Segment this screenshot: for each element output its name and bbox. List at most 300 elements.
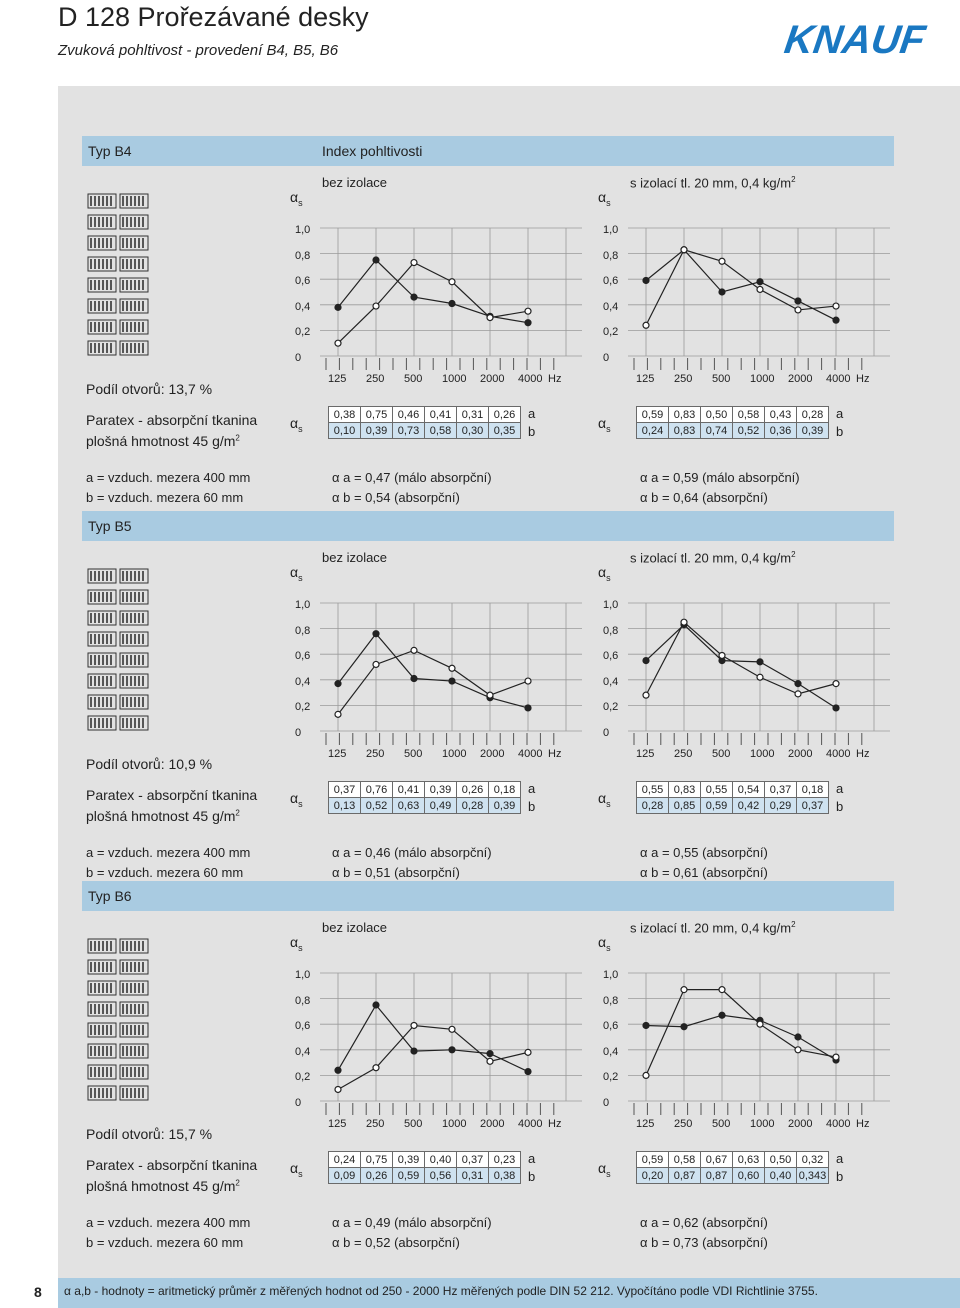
panel-title: [322, 550, 387, 565]
table-cell-a: 0,41: [425, 407, 457, 423]
summary-a: α a = 0,62 (absorpční): [640, 1215, 768, 1230]
data-point-a: [681, 1024, 687, 1030]
data-point-b: [681, 619, 687, 625]
table-cell-a: 0,59: [637, 407, 669, 423]
table-row-b: [637, 1168, 829, 1184]
x-tick-label: 250: [366, 373, 385, 385]
y-tick-label: 0,2: [295, 1071, 311, 1083]
perforation-block: [120, 257, 148, 271]
table-cell-a: 0,24: [329, 1152, 361, 1168]
perforation-block: [120, 341, 148, 355]
alpha-subscript: s: [298, 798, 303, 809]
perforation-block: [88, 257, 116, 271]
data-point-b: [373, 303, 379, 309]
x-tick-label: 125: [328, 373, 347, 385]
x-tick-label: 500: [712, 748, 731, 760]
perforation-block: [88, 653, 116, 667]
perforation-block: [88, 1086, 116, 1100]
x-tick-label: 2000: [788, 373, 813, 385]
x-tick-label: 500: [712, 1118, 731, 1130]
alpha-symbol: α: [598, 790, 607, 806]
document-title: D 128 Prořezávané desky: [58, 2, 369, 32]
data-point-b: [795, 691, 801, 697]
perforation-block: [120, 194, 148, 208]
alpha-s-label: [290, 189, 303, 208]
alpha-symbol: α: [290, 564, 299, 580]
table-cell-a: 0,59: [637, 1152, 669, 1168]
table-cell-a: 0,83: [669, 407, 701, 423]
perforation-block: [120, 981, 148, 995]
alpha-subscript: s: [298, 572, 303, 583]
alpha-symbol: α: [598, 415, 607, 431]
table-cell-a: 0,46: [393, 407, 425, 423]
table-row-label-b: b: [528, 424, 536, 439]
y-tick-label: 0,2: [603, 1071, 619, 1083]
alpha-s-label: [598, 934, 611, 953]
fabric-description: Paratex - absorpční tkanina: [86, 787, 258, 803]
x-tick-label: 1000: [442, 373, 467, 385]
perforation-block: [88, 341, 116, 355]
data-point-b: [487, 315, 493, 321]
data-point-a: [373, 1002, 379, 1008]
perforation-block: [120, 590, 148, 604]
table-alpha-label: [598, 415, 611, 434]
absorption-value-table: [636, 406, 829, 439]
absorption-value-table: [636, 1151, 829, 1184]
table-cell-a: 0,83: [669, 782, 701, 798]
table-cell-a: 0,26: [489, 407, 521, 423]
table-alpha-label: [598, 790, 611, 809]
perforation-block: [120, 1086, 148, 1100]
table-cell-b: 0,38: [489, 1168, 521, 1184]
y-tick-label: 0,8: [603, 624, 619, 637]
table-cell-b: 0,39: [797, 423, 829, 439]
x-tick-label: 250: [366, 1118, 385, 1130]
table-cell-a: 0,39: [393, 1152, 425, 1168]
hz-unit-label: Hz: [856, 1118, 870, 1130]
table-row-label-a: a: [836, 1151, 844, 1166]
perforation-block: [120, 960, 148, 974]
data-point-a: [719, 1012, 725, 1018]
data-point-b: [487, 692, 493, 698]
data-point-a: [373, 631, 379, 637]
data-point-a: [449, 1047, 455, 1053]
legend-a: a = vzduch. mezera 400 mm: [86, 470, 251, 485]
table-cell-b: 0,10: [329, 423, 361, 439]
data-point-b: [757, 1021, 763, 1027]
x-tick-label: 500: [404, 1118, 423, 1130]
x-tick-label: 250: [674, 373, 693, 385]
perforation-block: [88, 611, 116, 625]
data-point-a: [643, 277, 649, 283]
data-point-a: [833, 705, 839, 711]
panel-title-text: s izolací tl. 20 mm, 0,4 kg/m: [630, 550, 792, 566]
x-tick-label: 4000: [518, 748, 543, 760]
y-tick-label: 0,8: [603, 994, 619, 1007]
fabric-weight: [86, 1178, 240, 1194]
data-point-b: [719, 987, 725, 993]
y-tick-label: 1,0: [295, 969, 311, 981]
perforation-block: [120, 716, 148, 730]
hz-unit-label: Hz: [856, 748, 870, 760]
panel-perforation-illustration: [88, 194, 150, 364]
alpha-subscript: s: [606, 942, 611, 953]
series-line-b: [338, 650, 528, 714]
table-cell-a: 0,37: [329, 782, 361, 798]
perforation-block: [88, 960, 116, 974]
table-cell-a: 0,55: [701, 782, 733, 798]
x-tick-label: 500: [404, 748, 423, 760]
table-row-label-b: b: [836, 799, 844, 814]
y-tick-label: 0: [295, 726, 302, 739]
absorption-chart: [320, 591, 582, 751]
x-tick-label: 1000: [442, 748, 467, 760]
y-tick-label: 0,8: [603, 249, 619, 262]
data-point-a: [719, 289, 725, 295]
summary-b: α b = 0,51 (absorpční): [332, 865, 460, 880]
summary-b: α b = 0,54 (absorpční): [332, 490, 460, 505]
alpha-subscript: s: [606, 197, 611, 208]
table-row-b: [637, 423, 829, 439]
table-row-a: [637, 1152, 829, 1168]
table-cell-b: 0,39: [489, 798, 521, 814]
x-tick-label: 1000: [750, 748, 775, 760]
perforation-block: [88, 278, 116, 292]
data-point-b: [335, 1086, 341, 1092]
data-point-a: [335, 681, 341, 687]
type-bar: [82, 136, 894, 166]
alpha-symbol: α: [598, 564, 607, 580]
x-tick-label: 1000: [750, 1118, 775, 1130]
page-number: 8: [34, 1284, 42, 1300]
table-cell-b: 0,87: [701, 1168, 733, 1184]
summary-a: α a = 0,47 (málo absorpční): [332, 470, 492, 485]
table-cell-b: 0,24: [637, 423, 669, 439]
type-bar: [82, 881, 894, 911]
x-tick-label: 2000: [480, 748, 505, 760]
summary-a: α a = 0,46 (málo absorpční): [332, 845, 492, 860]
data-point-a: [525, 1069, 531, 1075]
alpha-subscript: s: [298, 197, 303, 208]
y-tick-label: 1,0: [295, 599, 311, 611]
summary-a: α a = 0,49 (málo absorpční): [332, 1215, 492, 1230]
x-tick-label: 125: [636, 748, 655, 760]
summary-a: α a = 0,55 (absorpční): [640, 845, 768, 860]
perforation-block: [88, 939, 116, 953]
table-cell-b: 0,56: [425, 1168, 457, 1184]
table-row-label-a: a: [528, 1151, 536, 1166]
series-line-a: [646, 250, 836, 320]
alpha-s-label: [290, 934, 303, 953]
fabric-weight-text: plošná hmotnost 45 g/m: [86, 433, 236, 449]
data-point-a: [335, 1067, 341, 1073]
perforation-block: [88, 236, 116, 250]
y-tick-label: 0: [295, 1096, 302, 1109]
summary-b: α b = 0,64 (absorpční): [640, 490, 768, 505]
y-tick-label: 0,2: [295, 701, 311, 713]
open-area-share: Podíl otvorů: 10,9 %: [86, 756, 213, 772]
table-cell-a: 0,23: [489, 1152, 521, 1168]
data-point-b: [449, 1026, 455, 1032]
alpha-symbol: α: [290, 934, 299, 950]
alpha-s-label: [598, 189, 611, 208]
hz-unit-label: Hz: [548, 748, 562, 760]
table-cell-a: 0,28: [797, 407, 829, 423]
alpha-subscript: s: [298, 942, 303, 953]
table-cell-a: 0,32: [797, 1152, 829, 1168]
x-tick-label: 2000: [788, 1118, 813, 1130]
perforation-block: [88, 1065, 116, 1079]
perforation-block: [88, 632, 116, 646]
y-tick-label: 1,0: [603, 599, 619, 611]
table-cell-a: 0,58: [669, 1152, 701, 1168]
table-cell-a: 0,50: [701, 407, 733, 423]
alpha-subscript: s: [298, 423, 303, 434]
x-tick-label: 4000: [518, 373, 543, 385]
perforation-block: [88, 674, 116, 688]
alpha-symbol: α: [290, 1160, 299, 1176]
table-row-a: [637, 782, 829, 798]
data-point-b: [643, 692, 649, 698]
data-point-a: [373, 257, 379, 263]
data-point-b: [411, 647, 417, 653]
table-row-a: [637, 407, 829, 423]
y-tick-label: 0,2: [603, 326, 619, 338]
table-cell-b: 0,09: [329, 1168, 361, 1184]
alpha-subscript: s: [606, 798, 611, 809]
table-cell-a: 0,37: [765, 782, 797, 798]
alpha-symbol: α: [598, 934, 607, 950]
panel-title-text: s izolací tl. 20 mm, 0,4 kg/m: [630, 920, 792, 936]
legend-b: b = vzduch. mezera 60 mm: [86, 865, 244, 880]
data-point-b: [833, 681, 839, 687]
absorption-value-table: [328, 1151, 521, 1184]
table-row-b: [637, 798, 829, 814]
data-point-b: [795, 1047, 801, 1053]
perforation-block: [120, 1044, 148, 1058]
y-tick-label: 0: [603, 726, 610, 739]
y-tick-label: 0,4: [295, 675, 311, 688]
logo-text: KNAUF: [781, 17, 928, 62]
panel-title: [630, 920, 796, 935]
data-point-a: [795, 1034, 801, 1040]
table-cell-a: 0,38: [329, 407, 361, 423]
summary-b: α b = 0,73 (absorpční): [640, 1235, 768, 1250]
table-row-label-a: a: [836, 781, 844, 796]
alpha-subscript: s: [606, 423, 611, 434]
data-point-a: [449, 678, 455, 684]
alpha-subscript: s: [606, 572, 611, 583]
y-tick-label: 0,4: [603, 300, 619, 313]
table-row-b: [329, 798, 521, 814]
table-cell-b: 0,35: [489, 423, 521, 439]
absorption-value-table: [636, 781, 829, 814]
footnote: α a,b - hodnoty = aritmetický průměr z měřených hodnot od 250 - 2000 Hz měřených podle DIN 52 212. Vypočítáno podle VDI Richtlinie 3755.: [64, 1284, 818, 1298]
panel-title-text: bez izolace: [322, 175, 388, 190]
data-point-a: [411, 294, 417, 300]
legend-b: b = vzduch. mezera 60 mm: [86, 1235, 244, 1250]
fabric-weight-text: plošná hmotnost 45 g/m: [86, 808, 236, 824]
table-row-b: [329, 423, 521, 439]
x-tick-label: 500: [712, 373, 731, 385]
type-label: Typ B5: [88, 518, 132, 534]
data-point-b: [719, 652, 725, 658]
table-cell-b: 0,36: [765, 423, 797, 439]
table-cell-b: 0,30: [457, 423, 489, 439]
table-cell-b: 0,28: [637, 798, 669, 814]
table-cell-a: 0,26: [457, 782, 489, 798]
data-point-b: [525, 308, 531, 314]
data-point-b: [335, 340, 341, 346]
absorption-chart: [628, 961, 890, 1121]
table-cell-a: 0,31: [457, 407, 489, 423]
table-cell-b: 0,59: [393, 1168, 425, 1184]
table-cell-a: 0,67: [701, 1152, 733, 1168]
panel-title-text: bez izolace: [322, 920, 388, 935]
absorption-value-table: [328, 406, 521, 439]
table-cell-a: 0,75: [361, 1152, 393, 1168]
x-tick-label: 1000: [750, 373, 775, 385]
data-point-b: [411, 260, 417, 266]
table-cell-b: 0,49: [425, 798, 457, 814]
panel-title-sup: 2: [791, 175, 796, 184]
data-point-b: [487, 1058, 493, 1064]
data-point-a: [525, 705, 531, 711]
table-cell-a: 0,40: [425, 1152, 457, 1168]
x-tick-label: 4000: [518, 1118, 543, 1130]
type-label: Typ B6: [88, 888, 132, 904]
perforation-block: [88, 981, 116, 995]
data-point-b: [411, 1022, 417, 1028]
table-cell-b: 0,60: [733, 1168, 765, 1184]
legend-a: a = vzduch. mezera 400 mm: [86, 1215, 251, 1230]
table-cell-b: 0,37: [797, 798, 829, 814]
table-cell-a: 0,39: [425, 782, 457, 798]
y-tick-label: 0,8: [295, 249, 311, 262]
alpha-symbol: α: [598, 1160, 607, 1176]
x-tick-label: 4000: [826, 1118, 851, 1130]
table-row-label-a: a: [836, 406, 844, 421]
y-tick-label: 0,4: [603, 675, 619, 688]
perforation-block: [88, 194, 116, 208]
data-point-a: [757, 279, 763, 285]
fabric-weight-sup: 2: [235, 808, 240, 818]
y-tick-label: 0: [603, 1096, 610, 1109]
table-cell-b: 0,52: [733, 423, 765, 439]
table-cell-b: 0,73: [393, 423, 425, 439]
x-tick-label: 500: [404, 373, 423, 385]
data-point-b: [833, 303, 839, 309]
perforation-block: [120, 320, 148, 334]
data-point-b: [643, 322, 649, 328]
series-line-b: [338, 263, 528, 344]
perforation-block: [120, 674, 148, 688]
data-point-a: [411, 1048, 417, 1054]
data-point-b: [643, 1072, 649, 1078]
table-alpha-label: [290, 415, 303, 434]
table-cell-b: 0,74: [701, 423, 733, 439]
panel-perforation-illustration: [88, 569, 150, 739]
data-point-b: [373, 1065, 379, 1071]
panel-title-text: s izolací tl. 20 mm, 0,4 kg/m: [630, 175, 792, 191]
data-point-a: [411, 676, 417, 682]
perforation-block: [88, 716, 116, 730]
fabric-weight-sup: 2: [235, 1178, 240, 1188]
panel-perforation-illustration: [88, 939, 150, 1109]
fabric-weight: [86, 808, 240, 824]
alpha-subscript: s: [298, 1168, 303, 1179]
alpha-symbol: α: [598, 189, 607, 205]
series-line-a: [646, 1015, 836, 1060]
data-point-b: [373, 661, 379, 667]
y-tick-label: 0,4: [295, 1045, 311, 1058]
x-tick-label: 2000: [788, 748, 813, 760]
y-tick-label: 0,2: [295, 326, 311, 338]
table-row-label-a: a: [528, 406, 536, 421]
data-point-a: [833, 317, 839, 323]
data-point-b: [795, 307, 801, 313]
table-alpha-label: [598, 1160, 611, 1179]
data-point-a: [449, 301, 455, 307]
x-tick-label: 125: [328, 748, 347, 760]
x-tick-label: 125: [636, 373, 655, 385]
table-cell-b: 0,26: [361, 1168, 393, 1184]
data-point-a: [643, 1022, 649, 1028]
data-point-b: [449, 279, 455, 285]
table-row-b: [329, 1168, 521, 1184]
x-tick-label: 1000: [442, 1118, 467, 1130]
table-row-label-b: b: [836, 424, 844, 439]
legend-b: b = vzduch. mezera 60 mm: [86, 490, 244, 505]
table-cell-b: 0,42: [733, 798, 765, 814]
alpha-symbol: α: [290, 790, 299, 806]
y-tick-label: 0,6: [295, 1020, 311, 1032]
y-tick-label: 0,6: [603, 1020, 619, 1032]
type-label: Typ B4: [88, 143, 132, 159]
x-tick-label: 4000: [826, 373, 851, 385]
fabric-description: Paratex - absorpční tkanina: [86, 412, 258, 428]
perforation-block: [120, 215, 148, 229]
y-tick-label: 0,8: [295, 624, 311, 637]
table-cell-a: 0,58: [733, 407, 765, 423]
table-cell-a: 0,54: [733, 782, 765, 798]
table-cell-a: 0,63: [733, 1152, 765, 1168]
y-tick-label: 0,8: [295, 994, 311, 1007]
hz-unit-label: Hz: [548, 1118, 562, 1130]
y-tick-label: 1,0: [603, 224, 619, 236]
perforation-block: [120, 1023, 148, 1037]
table-cell-a: 0,76: [361, 782, 393, 798]
table-cell-b: 0,83: [669, 423, 701, 439]
alpha-symbol: α: [290, 415, 299, 431]
data-point-b: [525, 1049, 531, 1055]
alpha-symbol: α: [290, 189, 299, 205]
alpha-subscript: s: [606, 1168, 611, 1179]
fabric-description: Paratex - absorpční tkanina: [86, 1157, 258, 1173]
summary-b: α b = 0,61 (absorpční): [640, 865, 768, 880]
open-area-share: Podíl otvorů: 13,7 %: [86, 381, 213, 397]
y-tick-label: 0,6: [603, 650, 619, 662]
table-cell-a: 0,55: [637, 782, 669, 798]
absorption-chart: [628, 591, 890, 751]
hz-unit-label: Hz: [856, 373, 870, 385]
table-cell-b: 0,85: [669, 798, 701, 814]
x-tick-label: 250: [366, 748, 385, 760]
series-line-a: [338, 634, 528, 708]
table-cell-b: 0,29: [765, 798, 797, 814]
absorption-chart: [320, 961, 582, 1121]
table-cell-a: 0,41: [393, 782, 425, 798]
